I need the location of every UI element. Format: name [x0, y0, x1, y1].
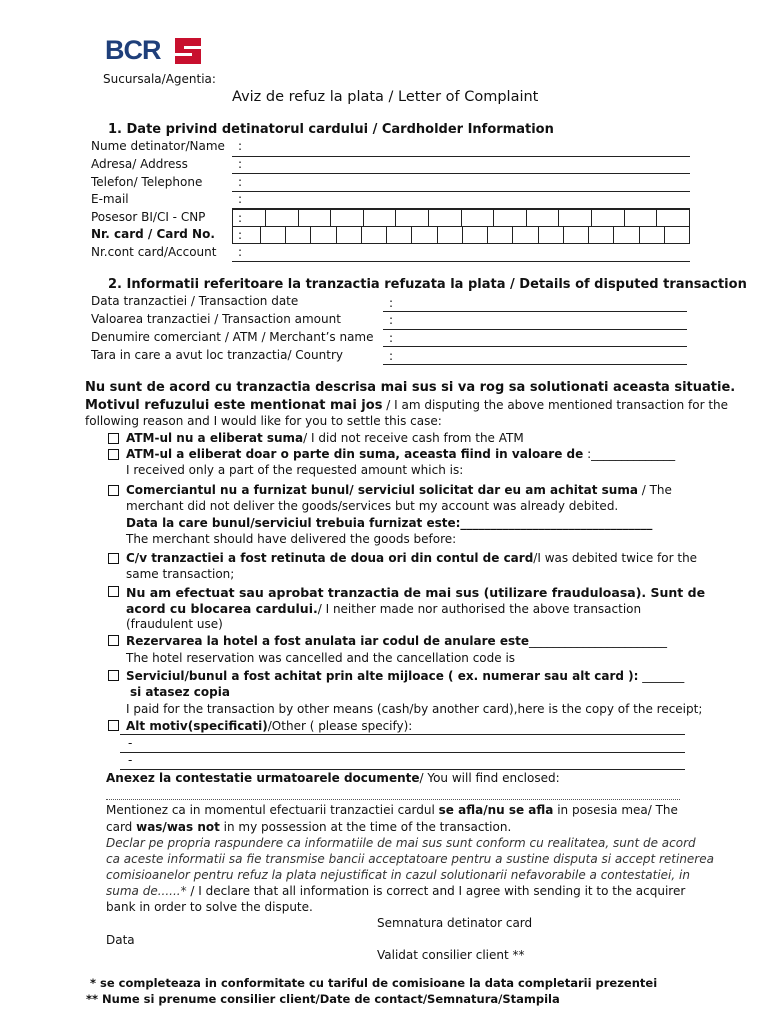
signature-validated: Validat consilier client ** [377, 948, 525, 962]
dispute-statement: Nu sunt de acord cu tranzactia descrisa mai sus si va rog sa solutionati aceasta situatie. [85, 380, 736, 395]
reason-text-bold: Alt motiv(specificati) [126, 719, 268, 733]
enclosed-dotted-line[interactable] [106, 799, 680, 800]
possession-text: card [106, 820, 137, 834]
field-label-email: E-mail [91, 192, 129, 206]
tx-input-merchant[interactable] [383, 346, 687, 347]
field-input-account[interactable] [232, 261, 690, 262]
other-reason-line-2[interactable] [120, 752, 685, 753]
reason-merchant-en: merchant did not deliver the goods/services but my account was already debited. [126, 499, 619, 513]
field-sep: : [389, 296, 394, 310]
possession-line-1 [106, 803, 678, 819]
tx-input-country[interactable] [383, 364, 687, 365]
reason-other-means-copy: si atasez copia [130, 685, 230, 699]
field-label-address: Adresa/ Address [91, 157, 188, 171]
reason-double-debit-checkbox[interactable] [108, 553, 119, 564]
field-input-address[interactable] [232, 173, 690, 174]
reason-double-debit-en: same transaction; [126, 567, 235, 581]
section1-heading: 1. Date privind detinatorul cardului / Cardholder Information [108, 122, 554, 137]
other-reason-line-3[interactable] [120, 769, 685, 770]
reason-text-en: / I neither made nor authorised the above transaction [317, 602, 642, 616]
signature-holder: Semnatura detinator card [377, 916, 533, 930]
field-sep: : [233, 227, 261, 244]
reason-atm-partial [126, 447, 675, 463]
tx-input-date[interactable] [383, 311, 687, 312]
section2-heading: 2. Informatii referitoare la tranzactia refuzata la plata / Details of disputed transaction [108, 277, 747, 292]
reason-text-bold: Serviciul/bunul a fost achitat prin alte mijloace ( ex. numerar sau alt card ): [126, 669, 639, 683]
dispute-reason-bold: Motivul refuzului este mentionat mai jos [85, 398, 383, 413]
other-reason-line-1[interactable] [120, 734, 685, 735]
reason-fraud-en: (fraudulent use) [126, 617, 223, 631]
reason-fraud-checkbox[interactable] [108, 586, 119, 597]
reason-text-bold: ATM-ul a eliberat doar o parte din suma, aceasta fiind in valoare de [126, 447, 584, 461]
tx-label-date: Data tranzactiei / Transaction date [91, 294, 299, 308]
reason-atm-no-cash-checkbox[interactable] [108, 433, 119, 444]
reason-hotel-en: The hotel reservation was cancelled and the cancellation code is [126, 651, 516, 665]
field-sep: : [389, 313, 394, 327]
field-label-name: Nume detinator/Name [91, 139, 225, 153]
reason-text-bold: Rezervarea la hotel a fost anulata iar codul de anulare este [126, 634, 529, 648]
tx-label-merchant: Denumire comerciant / ATM / Merchant’s name [91, 330, 374, 344]
tx-input-amount[interactable] [383, 329, 687, 330]
bcr-logo-icon [170, 34, 206, 66]
reason-atm-no-cash [126, 431, 524, 447]
reason-fraud: Nu am efectuat sau aprobat tranzactia de mai sus (utilizare frauduloasa). Sunt de [126, 585, 706, 600]
signature-date: Data [106, 933, 135, 947]
possession-line-2 [106, 820, 511, 836]
reason-other-means [126, 669, 684, 685]
possession-text: Mentionez ca in momentul efectuarii tranzactiei cardul [106, 803, 439, 817]
field-input-telephone[interactable] [232, 191, 690, 192]
reason-text-bold: ATM-ul nu a eliberat suma [126, 431, 304, 445]
declaration-amount: suma de......* [106, 884, 187, 898]
reason-text-blank: _______ [638, 669, 685, 683]
branch-label: Sucursala/Agentia: [103, 72, 216, 86]
reason-text-en: / The [637, 483, 672, 497]
field-sep: : [233, 210, 266, 227]
field-sep: : [238, 139, 243, 153]
enclosed-bold: Anexez la contestatie urmatoarele documente [106, 771, 420, 785]
field-sep: : [238, 245, 243, 259]
possession-option: se afla/nu se afla [438, 803, 554, 817]
possession-option: was/was not [136, 820, 220, 834]
reason-fraud-line2 [126, 601, 641, 618]
reason-double-debit [126, 551, 697, 567]
tx-label-amount: Valoarea tranzactiei / Transaction amount [91, 312, 341, 326]
reason-atm-partial-checkbox[interactable] [108, 449, 119, 460]
declaration-line-3: comisioanelor pentru refuz la plata nejustificat in cazul solutionarii nefavorabile a contestatiei, in [106, 868, 690, 882]
dispute-reason-line [85, 398, 728, 414]
field-label-cnp: Posesor BI/CI - CNP [91, 210, 206, 224]
dispute-reason-en: / I am disputing the above mentioned transaction for the [382, 398, 729, 412]
field-sep: : [238, 192, 243, 206]
field-sep: : [389, 349, 394, 363]
reason-text-en: /Other ( please specify): [267, 719, 413, 733]
declaration-line-5: bank in order to solve the dispute. [106, 900, 313, 914]
field-sep: : [238, 157, 243, 171]
footnote-commission: * se completeaza in conformitate cu tariful de comisioane la data completarii prezentei [90, 976, 658, 990]
declaration-line-4 [106, 884, 685, 900]
reason-text-blank: _______________________ [529, 634, 667, 648]
card-number-grid[interactable] [232, 226, 690, 244]
reason-text-en: :______________ [583, 447, 676, 461]
page-title: Aviz de refuz la plata / Letter of Complaint [232, 89, 539, 105]
reason-merchant-checkbox[interactable] [108, 485, 119, 496]
possession-text: in posesia mea/ The [553, 803, 678, 817]
declaration-line-2: ca aceste informatii sa fie transmise bancii acceptatoare pentru a sustine disputa si accept retinerea [106, 852, 714, 866]
reason-atm-partial-en: I received only a part of the requested amount which is: [126, 463, 464, 477]
field-label-card-no: Nr. card / Card No. [91, 227, 215, 241]
reason-other-checkbox[interactable] [108, 720, 119, 731]
field-sep: : [389, 331, 394, 345]
reason-text-en: /I was debited twice for the [533, 551, 698, 565]
cnp-grid[interactable] [232, 209, 690, 227]
possession-text: in my possession at the time of the transaction. [219, 820, 512, 834]
reason-merchant-date-en: The merchant should have delivered the goods before: [126, 532, 457, 546]
bcr-logo-text: BCR [105, 35, 161, 65]
reason-other [126, 719, 412, 735]
reason-other-means-checkbox[interactable] [108, 670, 119, 681]
reason-text-bold: Comerciantul nu a furnizat bunul/ serviciul solicitat dar eu am achitat suma [126, 483, 638, 497]
reason-other-means-en: I paid for the transaction by other means (cash/by another card),here is the copy of the receipt; [126, 702, 703, 716]
field-label-telephone: Telefon/ Telephone [91, 175, 203, 189]
field-label-account: Nr.cont card/Account [91, 245, 217, 259]
field-sep: : [238, 175, 243, 189]
declaration-line-1: Declar pe propria raspundere ca informatiile de mai sus sunt conform cu realitatea, sunt de acord [106, 836, 696, 850]
enclosed-en: / You will find enclosed: [419, 771, 560, 785]
reason-text-bold: acord cu blocarea cardului. [126, 601, 318, 616]
field-input-name[interactable] [232, 156, 690, 157]
tx-label-country: Tara in care a avut loc tranzactia/ Country [91, 348, 343, 362]
other-dash-2: - [128, 753, 133, 767]
reason-hotel [126, 634, 667, 650]
reason-merchant-date: Data la care bunul/serviciul trebuia furnizat este:________________________________ [126, 516, 653, 530]
reason-text-bold: C/v tranzactiei a fost retinuta de doua ori din contul de card [126, 551, 534, 565]
reason-text-en: / I did not receive cash from the ATM [303, 431, 524, 445]
dispute-reason-line2: following reason and I would like for you to settle this case: [85, 414, 442, 428]
footnote-advisor: ** Nume si prenume consilier client/Date de contact/Semnatura/Stampila [86, 992, 560, 1006]
reason-hotel-checkbox[interactable] [108, 635, 119, 646]
declaration-en: / I declare that all information is correct and I agree with sending it to the acquirer [186, 884, 686, 898]
other-dash-1: - [128, 736, 133, 750]
reason-merchant [126, 483, 672, 499]
enclosed-documents [106, 771, 560, 787]
